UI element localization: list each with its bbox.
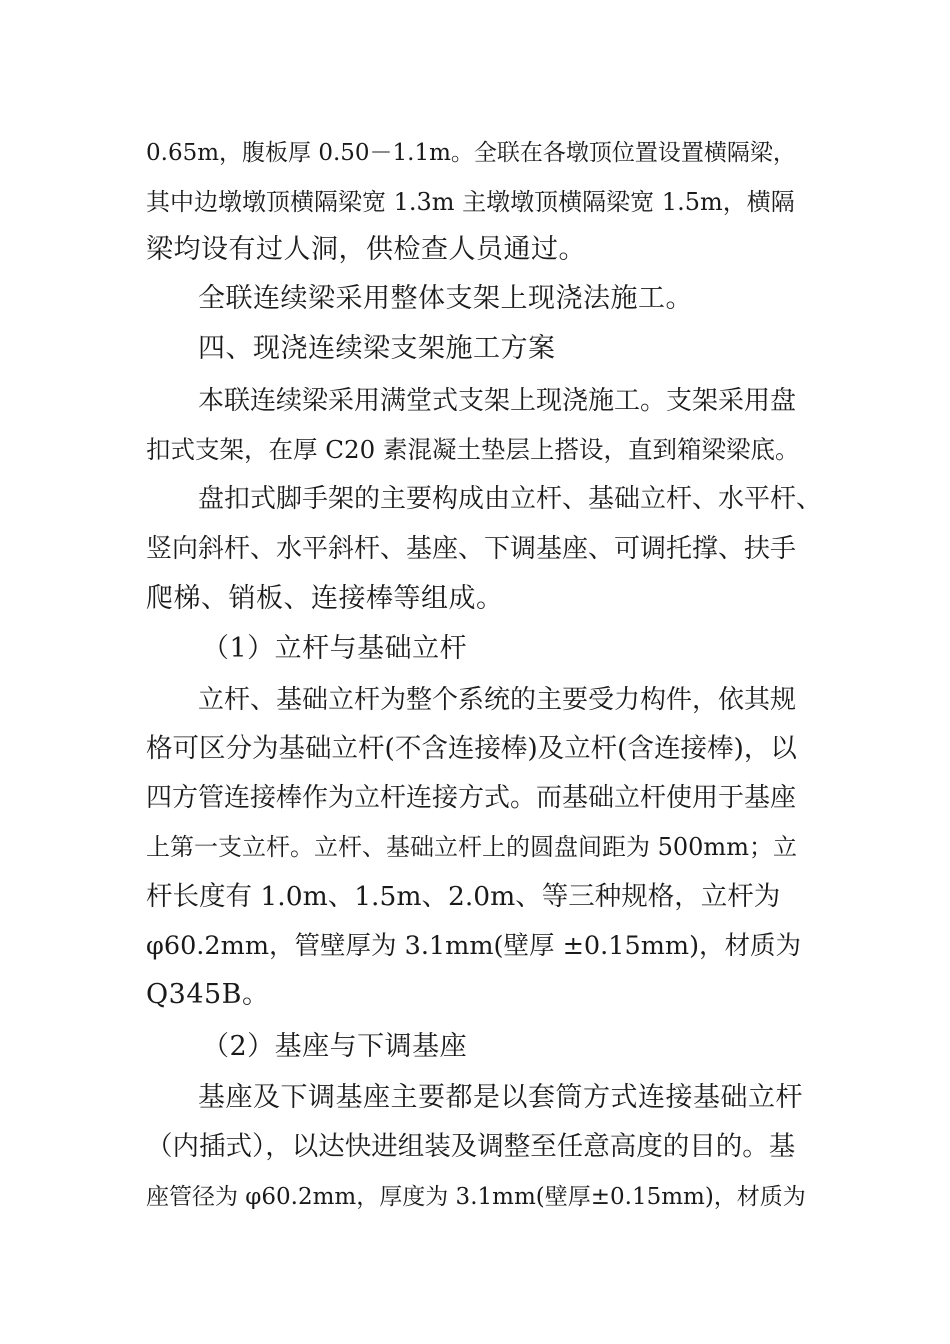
body-text-line: φ60.2mm，管壁厚为 3.1mm(壁厚 ±0.15mm)，材质为 [146, 931, 802, 961]
body-text-line: Q345B。 [146, 979, 270, 1010]
body-text-line: 0.65m，腹板厚 0.50－1.1m。全联在各墩顶位置设置横隔梁， [146, 140, 796, 166]
body-text-line: 扣式支架，在厚 C20 素混凝土垫层上搭设，直到箱梁梁底。 [146, 435, 800, 464]
body-text-line: 格可区分为基础立杆(不含连接棒)及立杆(含连接棒)，以 [146, 733, 797, 764]
body-text-line: 梁均设有过人洞，供检查人员通过。 [146, 234, 586, 265]
body-text-line: 爬梯、销板、连接棒等组成。 [146, 583, 504, 614]
subsection-heading: （2）基座与下调基座 [202, 1031, 468, 1062]
body-text-line: 其中边墩墩顶横隔梁宽 1.3m 主墩墩顶横隔梁宽 1.5m，横隔 [146, 188, 795, 216]
body-text-line: 本联连续梁采用满堂式支架上现浇施工。支架采用盘 [198, 386, 797, 416]
body-text-line: 盘扣式脚手架的主要构成由立杆、基础立杆、水平杆、 [198, 484, 823, 514]
body-text-line: 上第一支立杆。立杆、基础立杆上的圆盘间距为 500mm；立 [146, 833, 797, 861]
section-heading: 四、现浇连续梁支架施工方案 [198, 333, 556, 364]
body-text-line: 四方管连接棒作为立杆连接方式。而基础立杆使用于基座 [146, 783, 797, 813]
body-text-line: （内插式），以达快进组装及调整至任意高度的目的。基 [146, 1131, 796, 1162]
subsection-heading: （1）立杆与基础立杆 [202, 633, 468, 664]
body-text-line: 基座及下调基座主要都是以套筒方式连接基础立杆 [198, 1082, 803, 1113]
body-text-line: 立杆、基础立杆为整个系统的主要受力构件，依其规 [198, 685, 797, 715]
body-text-line: 座管径为 φ60.2mm，厚度为 3.1mm(壁厚±0.15mm)，材质为 [146, 1184, 806, 1210]
body-text-line: 全联连续梁采用整体支架上现浇法施工。 [198, 283, 693, 314]
body-text-line: 竖向斜杆、水平斜杆、基座、下调基座、可调托撑、扶手 [146, 534, 797, 564]
body-text-line: 杆长度有 1.0m、1.5m、2.0m、等三种规格，立杆为 [146, 881, 781, 912]
